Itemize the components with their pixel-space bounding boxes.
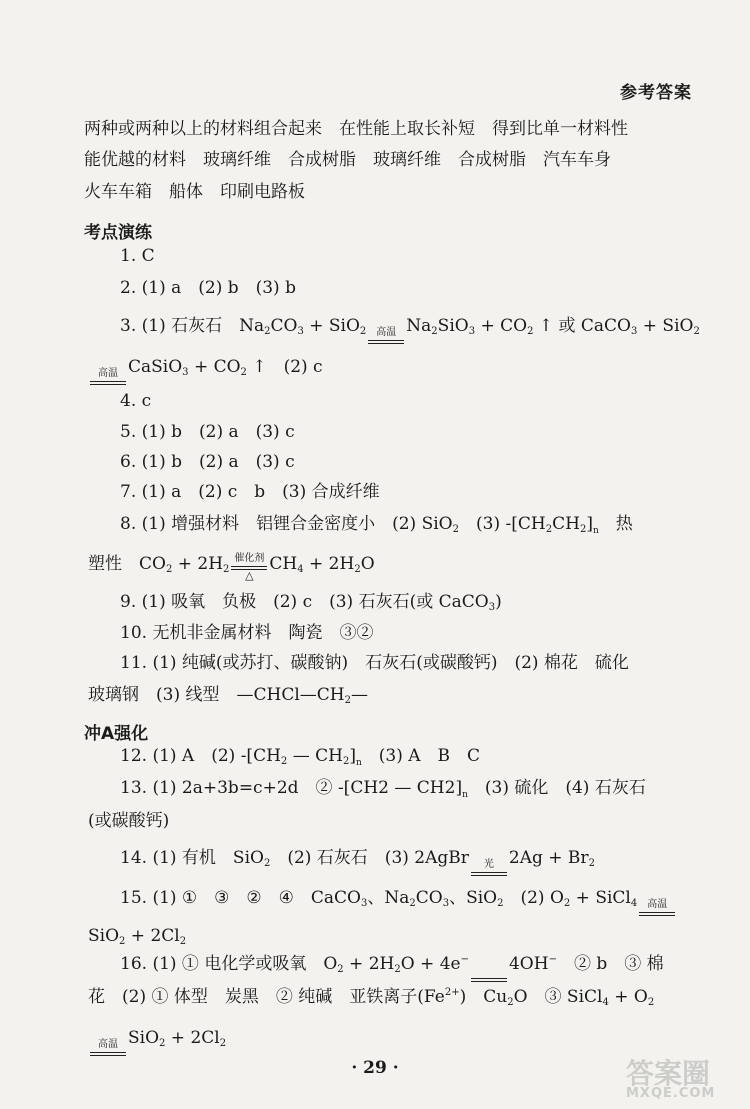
reaction-arrow: 光: [469, 862, 509, 876]
answer-15-line-2: $SiO_2 + 2Cl_2$: [88, 926, 187, 947]
polymer-bracket-close: ]: [349, 746, 356, 766]
polymer-bracket-open: ‑[: [337, 778, 351, 798]
answer-13-line-2: (或碳酸钙): [88, 811, 170, 831]
answer-3-line-2: 高温 CaSiO$_3$ + $CO_2$ ↑ (2) c: [88, 359, 323, 385]
answer-1: 1. C: [120, 246, 155, 266]
answer-3-line-1: 3. (1) 石灰石 $Na_2CO_3 + SiO_2$ 高温 $Na_2SiO_3 + CO_2$ ↑ 或 CaCO$_3$ + SiO$_2$: [120, 318, 700, 344]
answer-16-line-3: 高温 $SiO_2 + 2Cl_2$: [88, 1030, 226, 1056]
section-chongA: 冲A强化: [84, 724, 149, 744]
answer-16-line-2: 花 (2) ① 体型 炭黑 ② 纯碱 亚铁离子$(Fe^{2+})$ $Cu_2O$ ③ SiCl$_4$ + $O_2$: [88, 987, 655, 1008]
answer-11-line-1: 11. (1) 纯碱(或苏打、碳酸钠) 石灰石(或碳酸钙) (2) 棉花 硫化: [120, 653, 629, 673]
polymer-bracket-close: ]: [455, 778, 463, 798]
intro-line-2: 能优越的材料 玻璃纤维 合成树脂 玻璃纤维 合成树脂 汽车车身: [84, 150, 611, 170]
answer-12: 12. (1) A (2) $‑[CH_2$ — $CH_2]_n$ (3) A B C: [120, 746, 481, 768]
answer-10: 10. 无机非金属材料 陶瓷 ③②: [120, 623, 374, 643]
answer-7: 7. (1) a (2) c b (3) 合成纤维: [120, 482, 380, 502]
section-kaodian: 考点演练: [84, 223, 152, 243]
reaction-arrow: 高温: [88, 371, 128, 385]
reaction-arrow: 催化剂 △: [229, 556, 269, 581]
answer-5: 5. (1) b (2) a (3) c: [120, 422, 295, 442]
answer-11-line-2: 玻璃钢 (3) 线型 $—CHCl—CH_2—$: [88, 685, 368, 706]
reaction-arrow: 高温: [637, 902, 677, 916]
answer-4: 4. c: [120, 391, 152, 411]
page-number: · 29 ·: [351, 1058, 399, 1078]
answer-6: 6. (1) b (2) a (3) c: [120, 452, 295, 472]
page-header: 参考答案: [620, 83, 692, 103]
answer-9: 9. (1) 吸氧 负极 (2) c (3) 石灰石(或 CaCO$_3$): [120, 592, 502, 613]
answer-2: 2. (1) a (2) b (3) b: [120, 278, 296, 298]
reaction-arrow: 高温: [366, 330, 406, 344]
answer-16-line-1: 16. (1) ① 电化学或吸氧 $O_2 + 2H_2O + 4e^-$ 4OH− ② b ③ 棉: [120, 955, 664, 982]
answer-15-line-1: 15. (1) ① ③ ② ④ CaCO$_3$、$Na_2CO_3$、SiO$_2$ (2) $O_2$ + SiCl$_4$ 高温: [120, 890, 677, 916]
intro-line-1: 两种或两种以上的材料组合起来 在性能上取长补短 得到比单一材料性: [84, 119, 628, 139]
polymer-bracket-open: ‑[: [505, 514, 518, 534]
answer-13-line-1: 13. (1) 2a+3b=c+2d ② ‑[CH2 — $CH2]_n$ (3) 硫化 (4) 石灰石: [120, 778, 646, 800]
reaction-arrow: [469, 968, 509, 982]
reaction-arrow: 高温: [88, 1042, 128, 1056]
watermark-logo: 答案圈 MXQE.COM: [626, 1057, 716, 1101]
answer-8-line-2: 塑性 $CO_2 + 2H_2$ 催化剂 △ $CH_4 + 2H_2O$: [88, 553, 375, 582]
answer-14: 14. (1) 有机 SiO$_2$ (2) 石灰石 (3) 2AgBr 光 $2Ag + Br_2$: [120, 850, 595, 876]
answer-8-line-1: 8. (1) 增强材料 铝锂合金密度小 (2) SiO$_2$ (3) $‑[CH_2CH_2]_n$ 热: [120, 514, 633, 536]
polymer-bracket-open: ‑[: [240, 746, 254, 766]
intro-line-3: 火车车箱 船体 印刷电路板: [84, 182, 305, 202]
